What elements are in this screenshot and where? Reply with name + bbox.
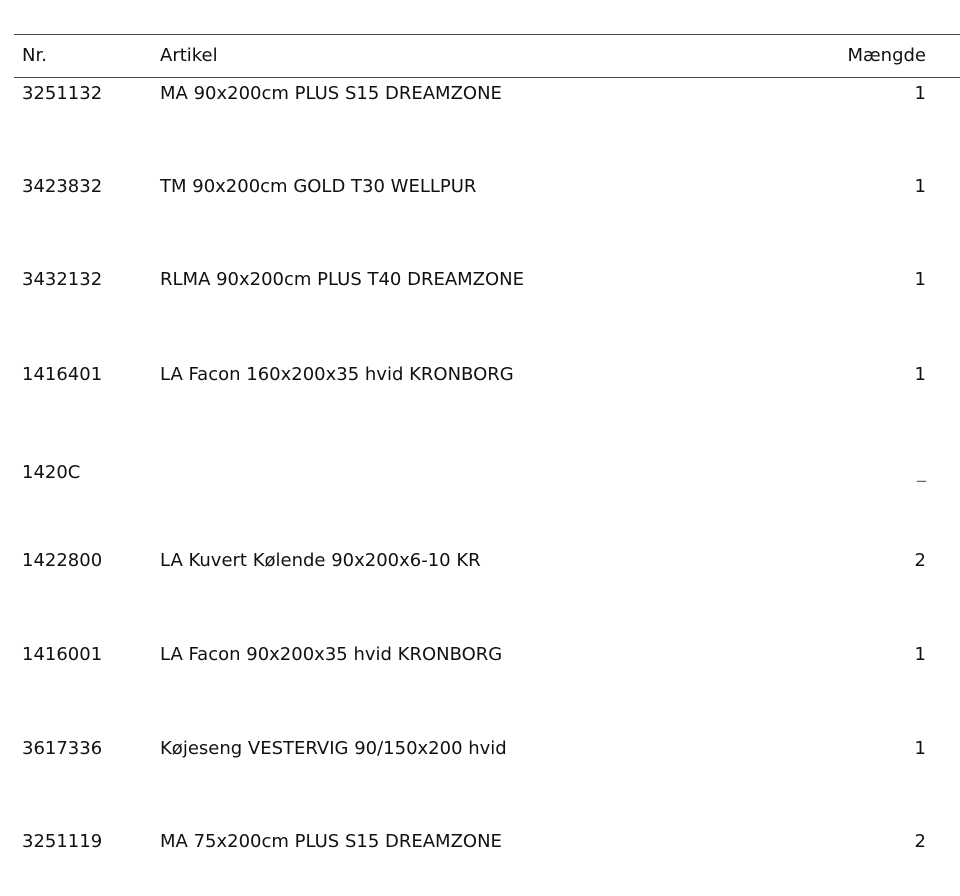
table-row	[0, 829, 960, 855]
item-number: 1420C	[22, 462, 81, 483]
table-row	[0, 460, 960, 486]
item-description: TM 90x200cm GOLD T30 WELLPUR	[160, 176, 477, 197]
table-row	[0, 548, 960, 574]
item-number: 3251132	[22, 83, 103, 104]
item-quantity: 1	[914, 176, 926, 197]
item-description: LA Kuvert Kølende 90x200x6-10 KR	[160, 550, 481, 571]
item-quantity: 2	[914, 550, 926, 571]
item-quantity: 1	[914, 644, 926, 665]
item-quantity: _	[917, 462, 926, 483]
item-description: MA 75x200cm PLUS S15 DREAMZONE	[160, 831, 502, 852]
table-row	[0, 642, 960, 668]
item-number: 3251119	[22, 831, 103, 852]
item-quantity: 2	[914, 831, 926, 852]
table-row	[0, 81, 960, 107]
table-row	[0, 267, 960, 293]
item-quantity: 1	[914, 83, 926, 104]
column-header-nr: Nr.	[22, 45, 47, 66]
item-number: 3617336	[22, 738, 103, 759]
item-quantity: 1	[914, 364, 926, 385]
item-quantity: 1	[914, 738, 926, 759]
item-description: MA 90x200cm PLUS S15 DREAMZONE	[160, 83, 502, 104]
item-number: 1422800	[22, 550, 103, 571]
item-description: RLMA 90x200cm PLUS T40 DREAMZONE	[160, 269, 525, 290]
item-number: 1416401	[22, 364, 103, 385]
item-description: Køjeseng VESTERVIG 90/150x200 hvid	[160, 738, 507, 759]
item-number: 3423832	[22, 176, 103, 197]
column-header-maengde: Mængde	[847, 45, 926, 66]
item-description: LA Facon 160x200x35 hvid KRONBORG	[160, 364, 514, 385]
table-row	[0, 736, 960, 762]
column-header-artikel: Artikel	[160, 45, 218, 66]
item-quantity: 1	[914, 269, 926, 290]
item-number: 1416001	[22, 644, 103, 665]
table-row	[0, 174, 960, 200]
table-row	[0, 362, 960, 388]
item-number: 3432132	[22, 269, 103, 290]
item-description: LA Facon 90x200x35 hvid KRONBORG	[160, 644, 503, 665]
